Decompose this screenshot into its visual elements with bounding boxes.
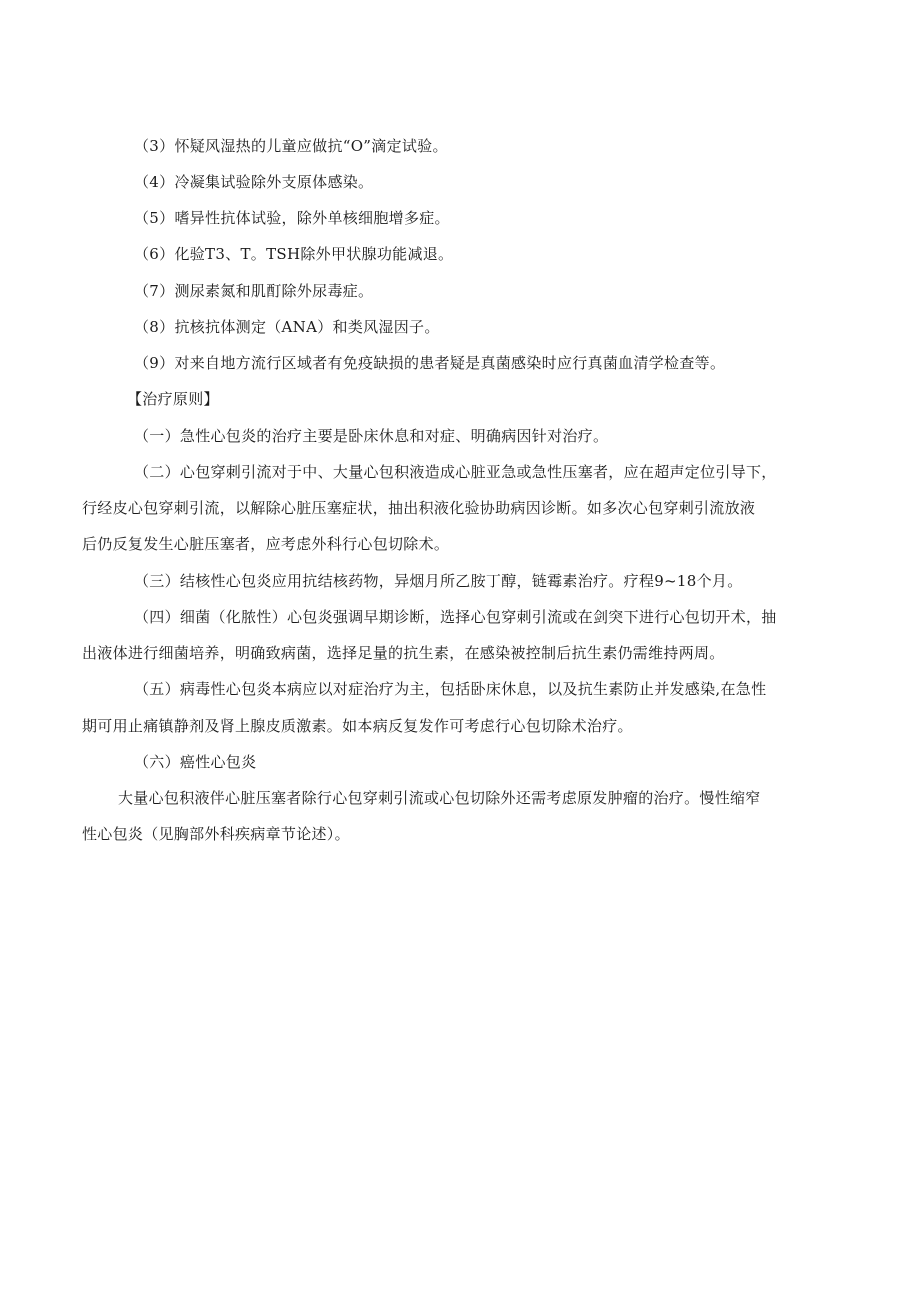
test-item-8: （8）抗核抗体测定（ANA）和类风湿因子。: [134, 318, 440, 336]
principle-4-line-2: 出液体进行细菌培养，明确致病菌，选择足量的抗生素，在感染被控制后抗生素仍需维持两周。: [82, 644, 725, 662]
principle-5-line-1: （五）病毒性心包炎本病应以对症治疗为主，包括卧床休息，以及抗生素防止并发感染,在急性: [134, 680, 767, 698]
principle-7-line-2: 性心包炎（见胸部外科疾病章节论述）。: [82, 825, 350, 843]
test-item-9: （9）对来自地方流行区域者有免疫缺损的患者疑是真菌感染时应行真菌血清学检查等。: [134, 354, 726, 372]
test-item-4: （4）冷凝集试验除外支原体感染。: [134, 173, 374, 191]
principle-6: （六）癌性心包炎: [134, 753, 257, 771]
principle-2-line-1: （二）心包穿刺引流对于中、大量心包积液造成心脏亚急或急性压塞者，应在超声定位引导下，: [134, 463, 777, 481]
principle-4-line-1: （四）细菌（化脓性）心包炎强调早期诊断，选择心包穿刺引流或在剑突下进行心包切开术，抽: [134, 608, 777, 626]
test-item-6: （6）化验T3、T。TSH除外甲状腺功能减退。: [134, 245, 454, 263]
test-item-5: （5）嗜异性抗体试验，除外单核细胞增多症。: [134, 209, 450, 227]
principle-2-line-2: 行经皮心包穿刺引流，以解除心脏压塞症状，抽出积液化验协助病因诊断。如多次心包穿刺引流放液: [82, 499, 756, 517]
principle-1: （一）急性心包炎的治疗主要是卧床休息和对症、明确病因针对治疗。: [134, 427, 609, 445]
test-item-3: （3）怀疑风湿热的儿童应做抗“O”滴定试验。: [134, 137, 448, 155]
principle-7-line-1: 大量心包积液伴心脏压塞者除行心包穿刺引流或心包切除外还需考虑原发肿瘤的治疗。慢性缩窄: [118, 789, 761, 807]
principle-5-line-2: 期可用止痛镇静剂及肾上腺皮质激素。如本病反复发作可考虑行心包切除术治疗。: [82, 717, 633, 735]
test-item-7: （7）测尿素氮和肌酊除外尿毒症。: [134, 282, 374, 300]
principle-2-line-3: 后仍反复发生心脏压塞者，应考虑外科行心包切除术。: [82, 535, 450, 553]
section-heading: 【治疗原则】: [127, 390, 219, 408]
principle-3: （三）结核性心包炎应用抗结核药物，异烟月所乙胺丁醇，链霉素治疗。疗程9~18个月。: [134, 572, 743, 590]
